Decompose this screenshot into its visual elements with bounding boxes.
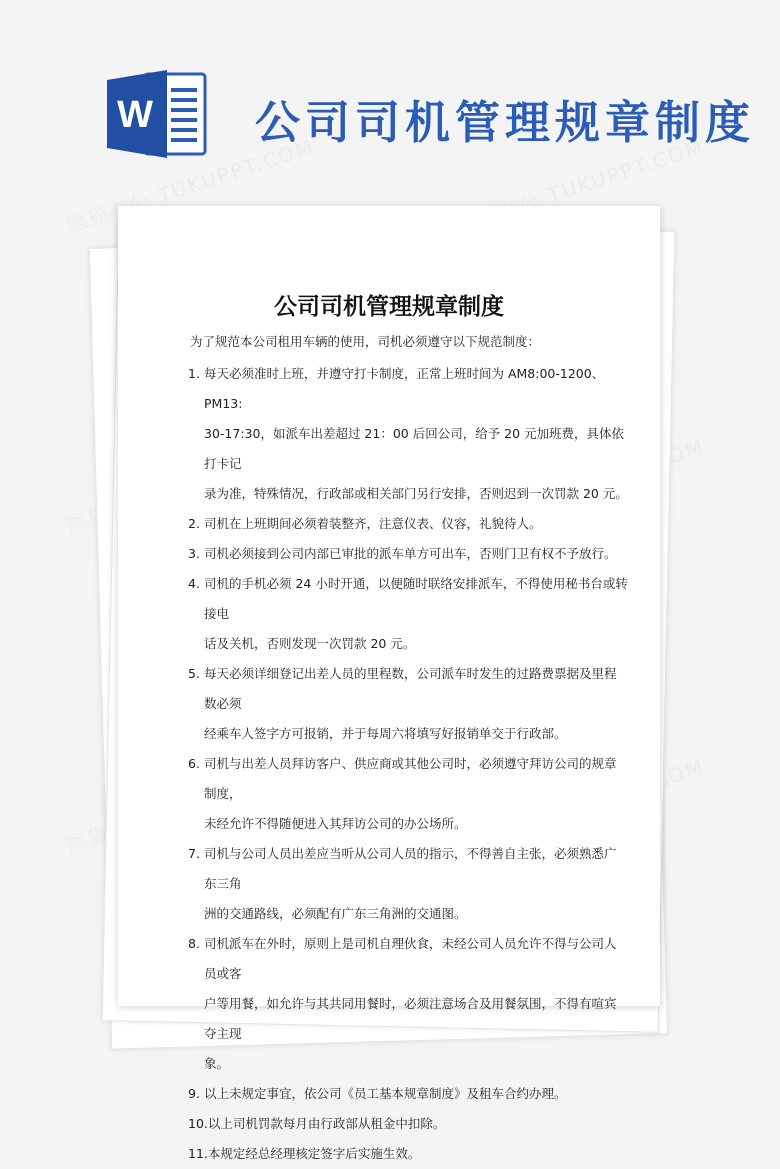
rule-text-line: 每天必须详细登记出差人员的里程数，公司派车时发生的过路费票据及里程数必须 xyxy=(204,666,617,711)
rule-item xyxy=(188,749,628,839)
rule-text-line: 经乘车人签字方可报销，并于每周六将填写好报销单交于行政部。 xyxy=(204,726,567,741)
rule-number: 4. xyxy=(188,576,200,591)
rule-text-line: 司机的手机必须 24 小时开通，以便随时联络安排派车，不得使用秘书台或转接电 xyxy=(204,576,628,621)
rule-text-line: 本规定经总经理核定签字后实施生效。 xyxy=(207,1146,421,1161)
rule-text-line: 话及关机，否则发现一次罚款 20 元。 xyxy=(204,636,416,651)
rule-item xyxy=(188,1139,628,1169)
rule-number: 8. xyxy=(188,936,200,951)
header-title: 公司司机管理规章制度 xyxy=(255,96,756,149)
rule-text-line: 洲的交通路线，必须配有广东三角洲的交通图。 xyxy=(204,906,467,921)
word-icon xyxy=(107,66,209,162)
rule-item xyxy=(188,569,628,659)
rule-number: 11. xyxy=(188,1146,208,1161)
rule-item xyxy=(188,509,628,539)
rule-text-line: 每天必须准时上班，并遵守打卡制度，正常上班时间为 AM8:00-1200、 PM13: xyxy=(204,366,605,411)
rule-text-line: 司机与公司人员出差应当听从公司人员的指示，不得善自主张，必须熟悉广东三角 xyxy=(204,846,617,891)
rule-item xyxy=(188,359,628,509)
rule-number: 3. xyxy=(188,546,200,561)
document-page xyxy=(118,206,660,1161)
rule-number: 2. xyxy=(188,516,200,531)
rule-text-line: 司机与出差人员拜访客户、供应商或其他公司时，必须遵守拜访公司的规章制度， xyxy=(204,756,617,801)
rule-number: 10. xyxy=(188,1116,208,1131)
rule-item xyxy=(188,659,628,749)
rule-item xyxy=(188,1079,628,1109)
rule-text-line: 象。 xyxy=(204,1056,230,1071)
rule-item xyxy=(188,1109,628,1139)
rule-text-line: 未经允许不得随便进入其拜访公司的办公场所。 xyxy=(204,816,467,831)
rule-number: 6. xyxy=(188,756,200,771)
document-title: 公司司机管理规章制度 xyxy=(274,294,504,320)
rule-text-line: 户等用餐，如允许与其共同用餐时，必须注意场合及用餐氛围，不得有喧宾夺主现 xyxy=(204,996,617,1041)
rule-number: 1. xyxy=(188,366,200,381)
rule-number: 7. xyxy=(188,846,200,861)
rule-item xyxy=(188,539,628,569)
rule-item xyxy=(188,929,628,1079)
rule-text-line: 司机派车在外时，原则上是司机自理伙食，未经公司人员允许不得与公司人员或客 xyxy=(204,936,617,981)
word-icon-letter: W xyxy=(117,94,153,136)
rule-text-line: 以上司机罚款每月由行政部从租金中扣除。 xyxy=(207,1116,446,1131)
document-intro: 为了规范本公司租用车辆的使用，司机必须遵守以下规范制度： xyxy=(190,334,541,349)
rule-item xyxy=(188,839,628,929)
rule-text-line: 30-17:30，如派车出差超过 21：00 后回公司，给予 20 元加班费，具体依打卡记 xyxy=(204,426,625,471)
rule-number: 5. xyxy=(188,666,200,681)
rule-text-line: 司机必须接到公司内部已审批的派车单方可出车，否则门卫有权不予放行。 xyxy=(204,546,617,561)
rule-text-line: 以上未规定事宜，依公司《员工基本规章制度》及租车合约办理。 xyxy=(204,1086,567,1101)
rule-number: 9. xyxy=(188,1086,200,1101)
rules-list xyxy=(188,359,628,1169)
rule-text-line: 司机在上班期间必须着装整齐，注意仪表、仪容，礼貌待人。 xyxy=(204,516,542,531)
rule-text-line: 录为准，特殊情况，行政部或相关部门另行安排，否则迟到一次罚款 20 元。 xyxy=(204,486,628,501)
